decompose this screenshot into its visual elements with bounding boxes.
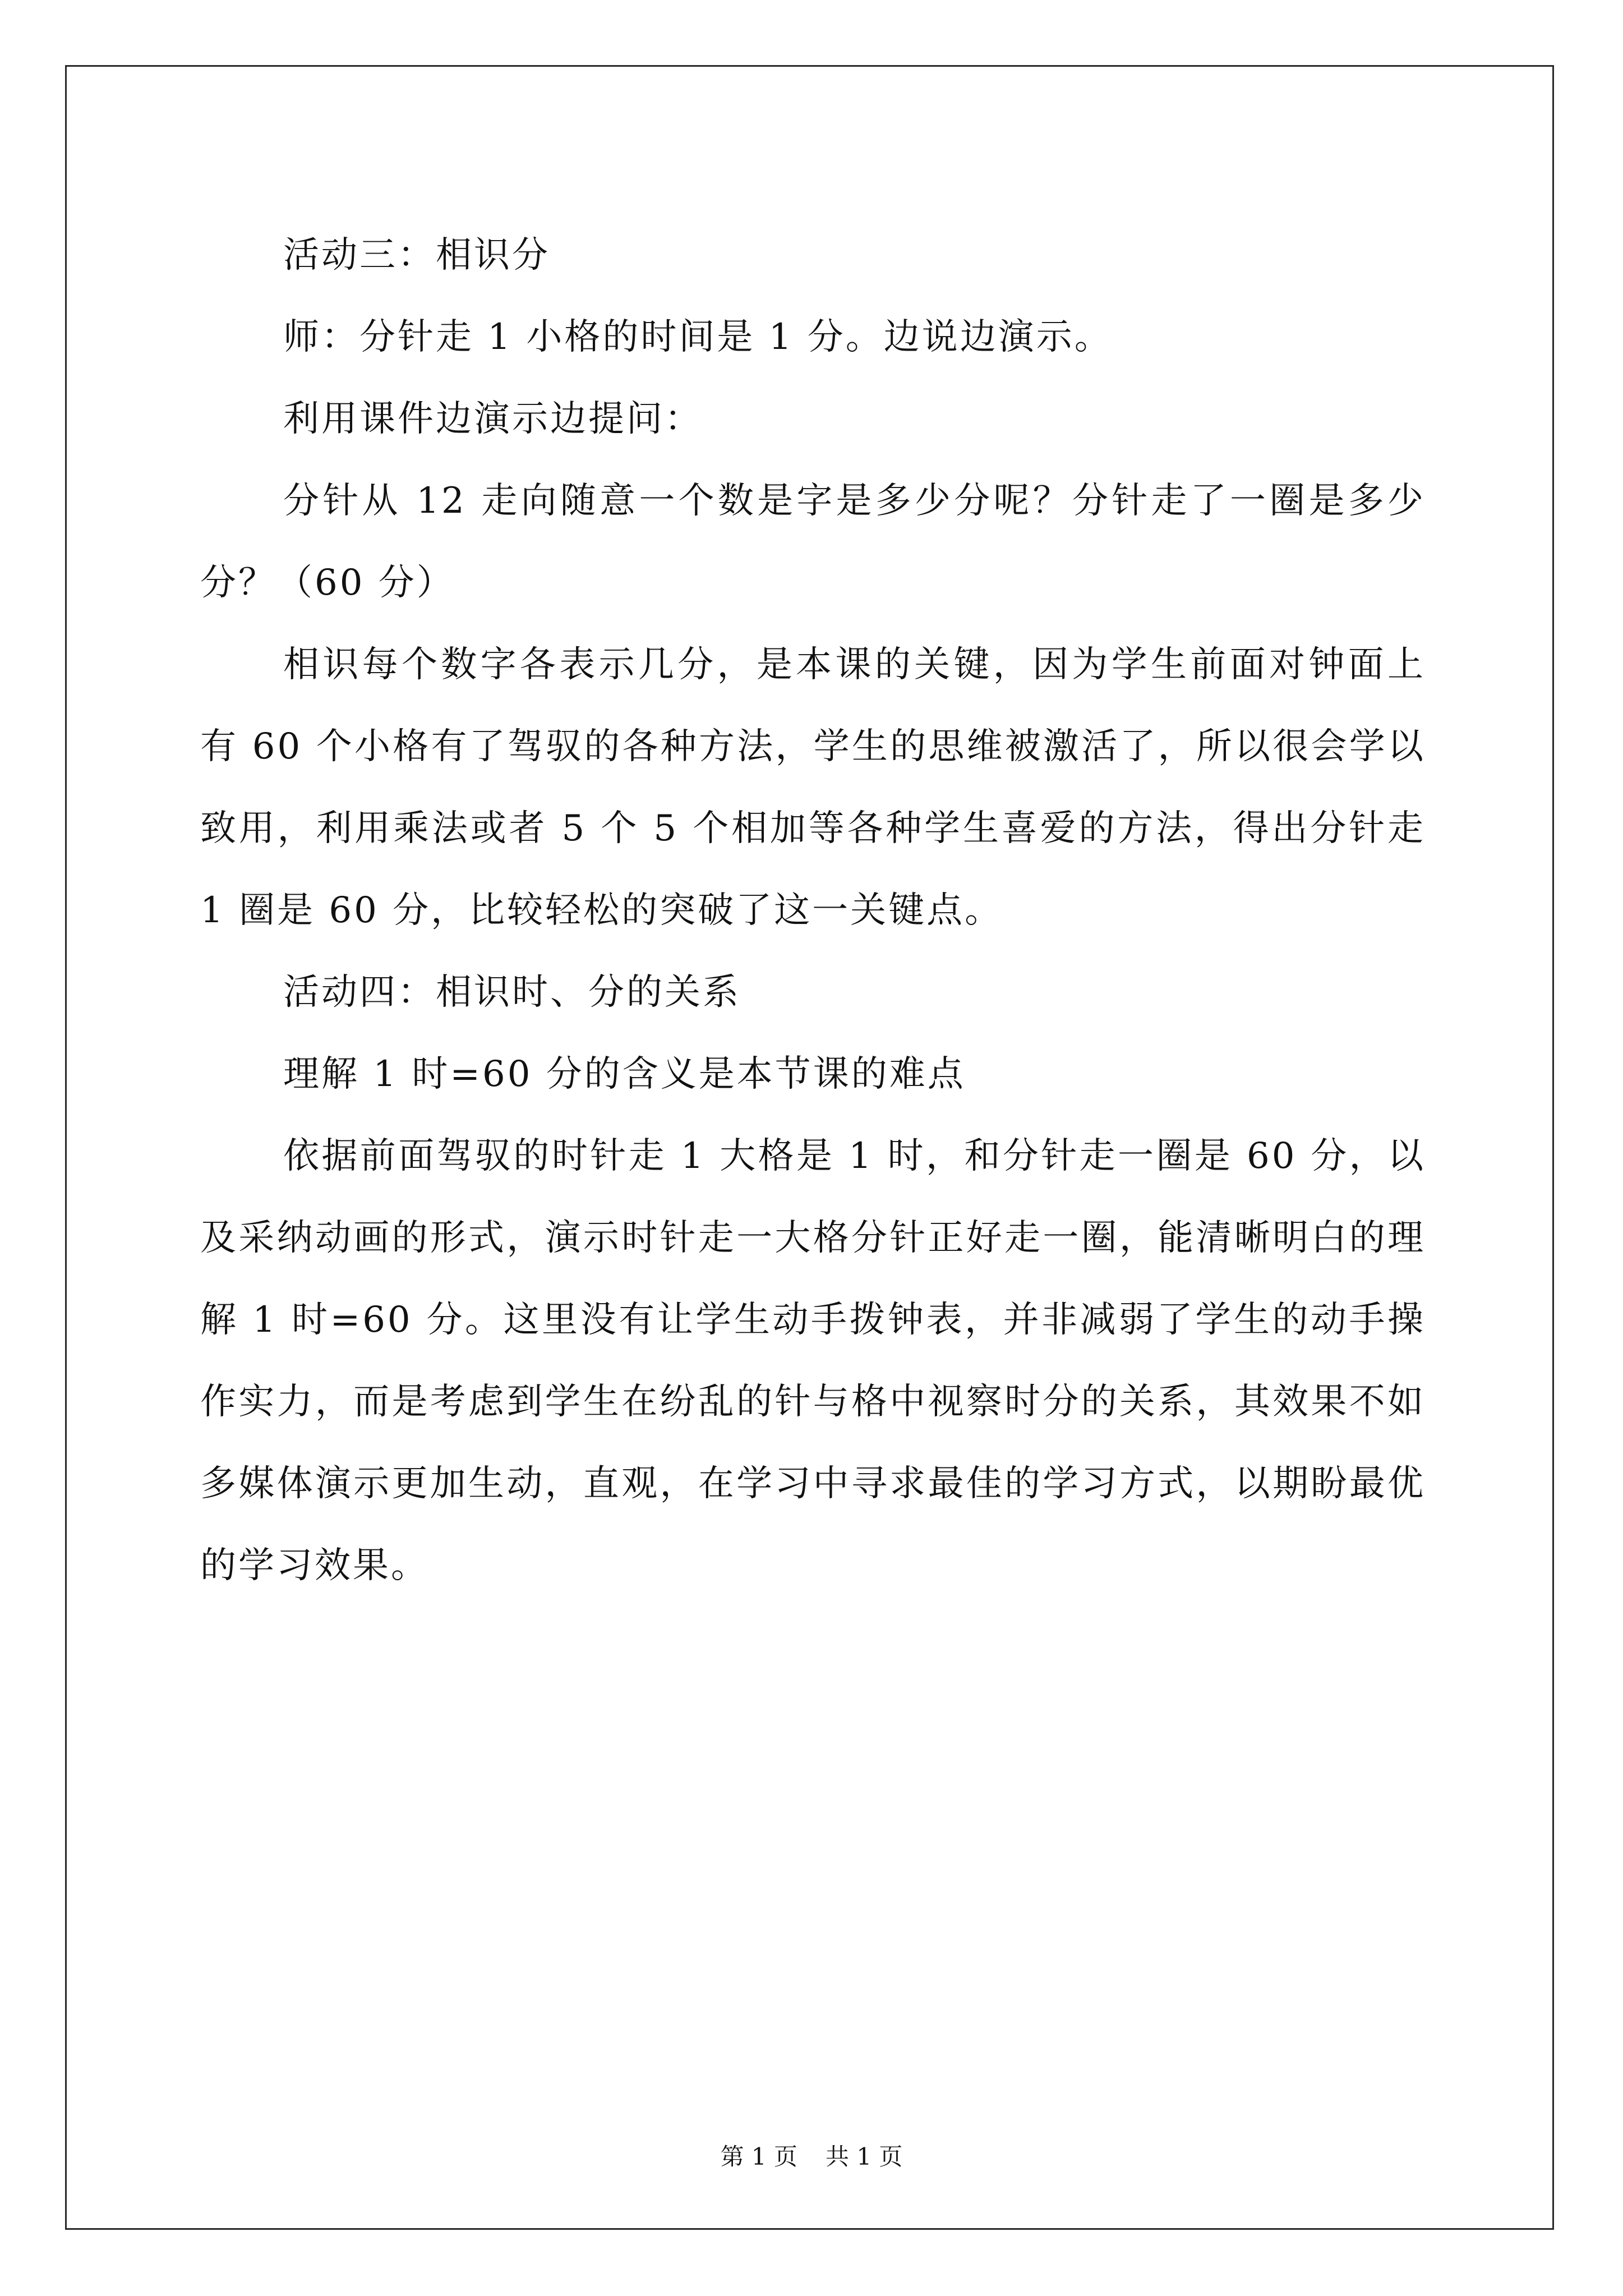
paragraph: 分针从 12 走向随意一个数是字是多少分呢？分针走了一圈是多少分？（60 分） (200, 480, 1426, 604)
document-body (200, 214, 1426, 1607)
section-heading-activity-four: 活动四：相识时、分的关系 (283, 972, 741, 1013)
section-heading-activity-three: 活动三：相识分 (283, 234, 550, 276)
paragraph: 师：分针走 1 小格的时间是 1 分。边说边演示。 (283, 316, 1113, 358)
paragraph: 理解 1 时=60 分的含义是本节课的难点 (283, 1053, 966, 1095)
paragraph: 利用课件边演示边提问： (283, 398, 703, 440)
paragraph: 依据前面驾驭的时针走 1 大格是 1 时，和分针走一圈是 60 分，以及采纳动画的形式，演示时针走一大格分针正好走一圈，能清晰明白的理解 1 时=60 分。这里没有让学生动手拨钟表，并非减弱了学生的动手操作实力，而是考虑到学生在纷乱的针与格中视察时分的关系，其效果不如多媒体演示更加生动，直观，在学习中寻求最佳的学习方式，以期盼最优的学习效果。 (200, 1135, 1426, 1586)
paragraph: 相识每个数字各表示几分，是本课的关键，因为学生前面对钟面上有 60 个小格有了驾驭的各种方法，学生的思维被激活了，所以很会学以致用，利用乘法或者 5 个 5 个相加等各种学生喜爱的方法，得出分针走 1 圈是 60 分，比较轻松的突破了这一关键点。 (200, 644, 1426, 931)
page-footer (0, 2140, 1623, 2174)
page-number: 第 1 页 (720, 2143, 797, 2170)
page-total: 共 1 页 (826, 2143, 903, 2170)
